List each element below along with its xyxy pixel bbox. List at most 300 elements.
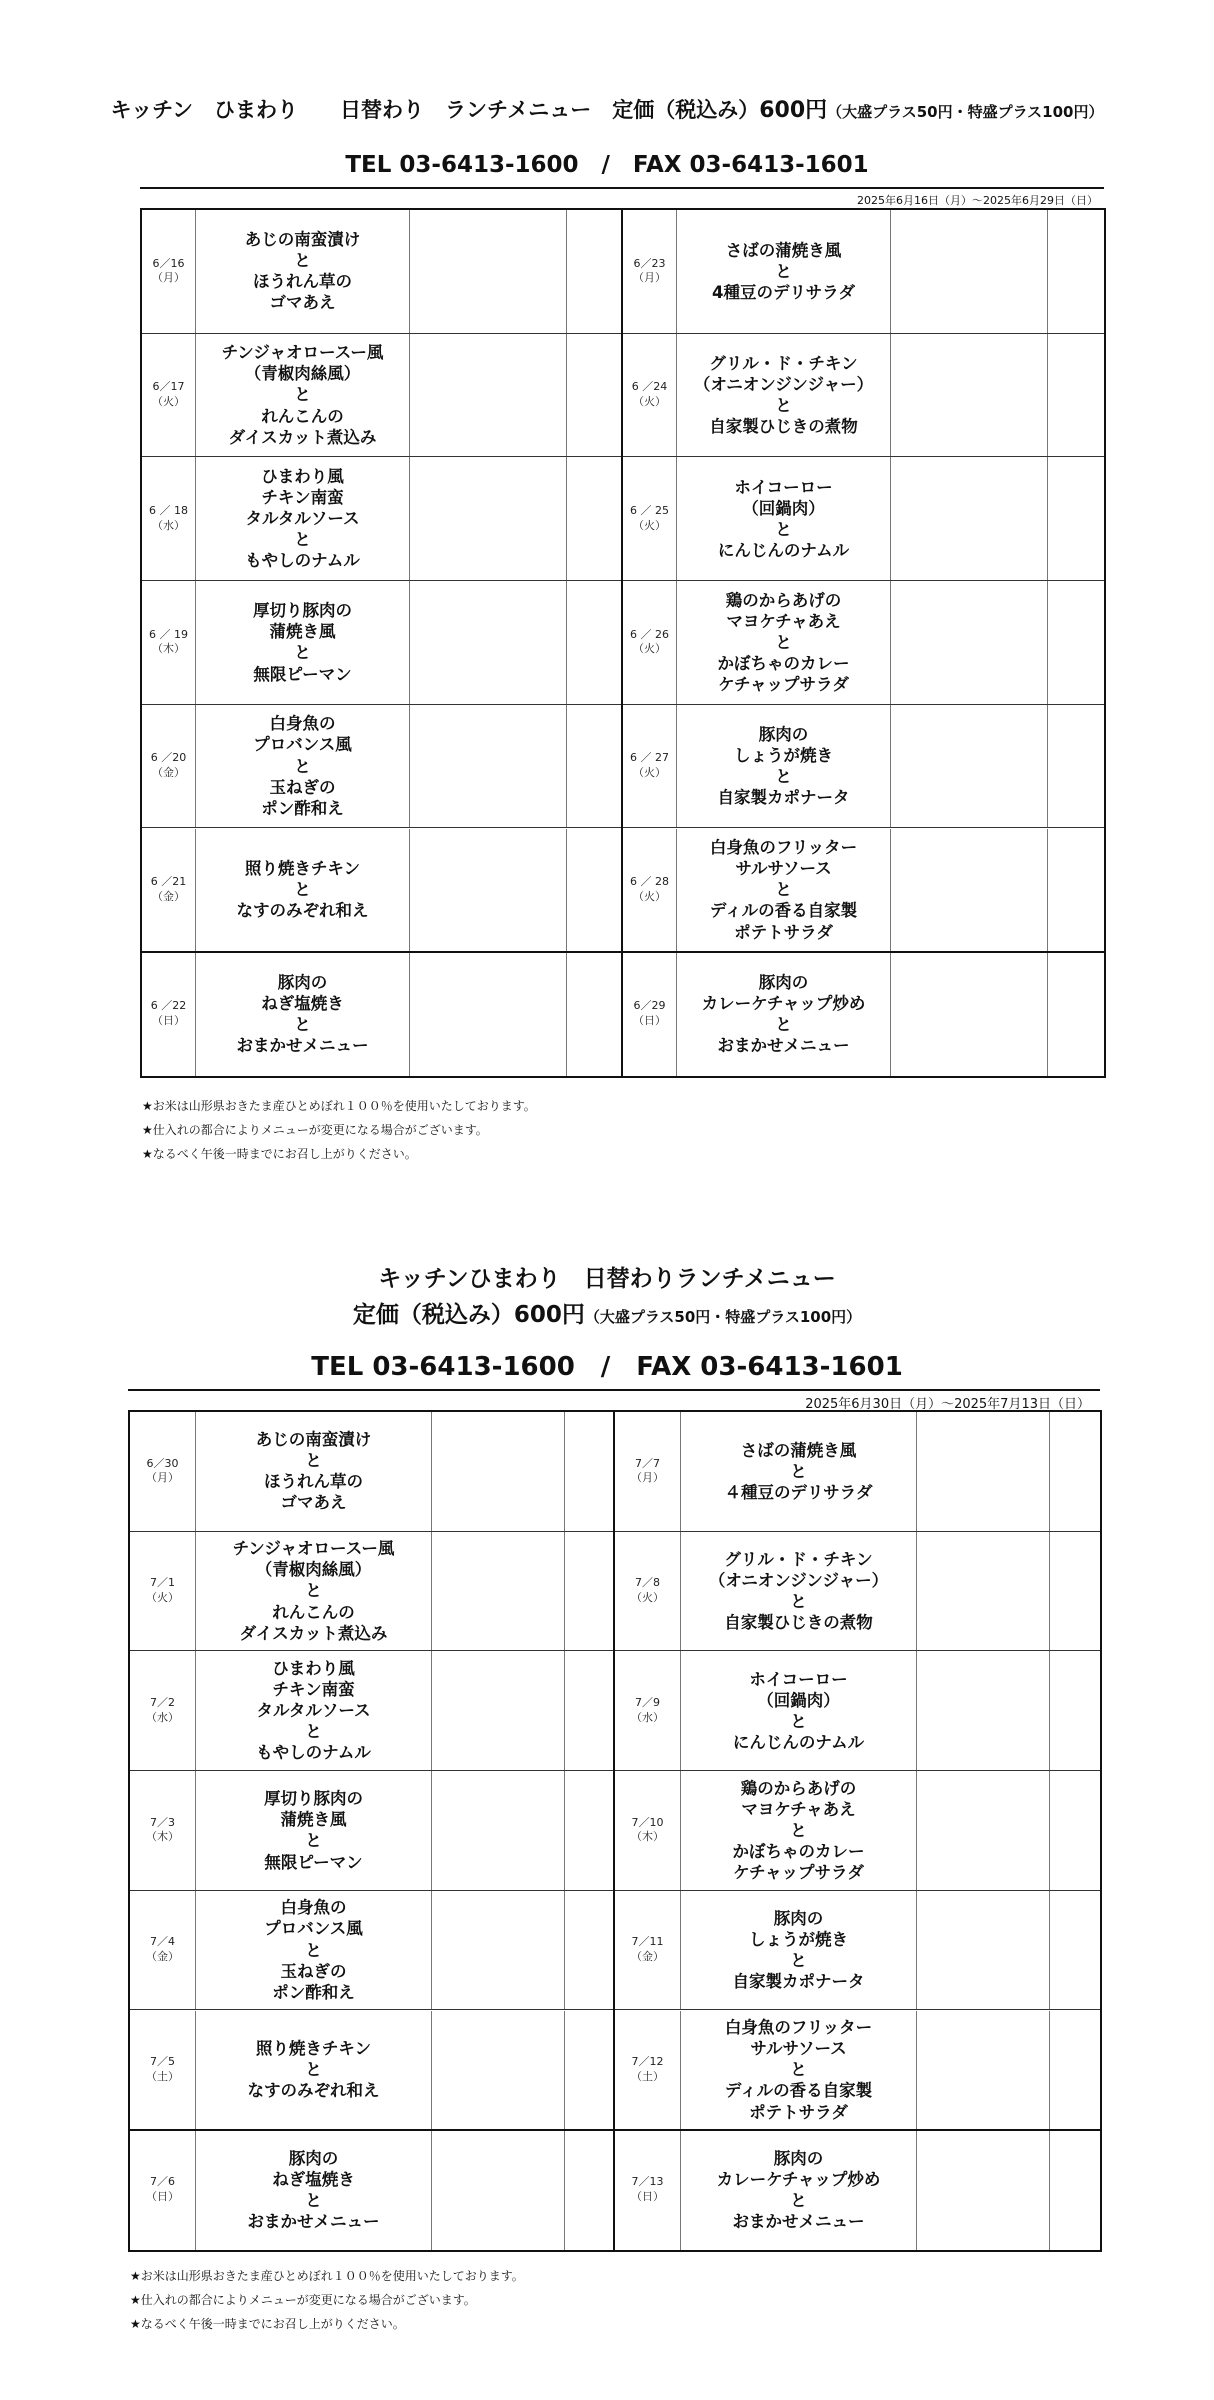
table-row	[130, 1412, 1100, 1532]
menu-line: 鶏のからあげの	[740, 1778, 857, 1798]
blank-cell	[565, 2011, 615, 2130]
weekday-label: （日）	[631, 2190, 664, 2204]
menu-line: ポテトサラダ	[734, 922, 833, 942]
menu-cell	[196, 210, 410, 333]
menu-cell	[196, 1771, 432, 1890]
menu-cell	[681, 2011, 917, 2130]
blank-cell	[565, 2130, 615, 2250]
blank-cell	[1050, 1532, 1100, 1651]
menu-line: 自家製カポナータ	[732, 1972, 865, 1992]
date-label: 6／17	[152, 380, 185, 394]
menu-line: ダイスカット煮込み	[228, 427, 377, 447]
menu-line: カレーケチャップ炒め	[701, 993, 866, 1013]
date-label: 6 ／22	[150, 999, 187, 1013]
menu-line: あじの南蛮漬け	[255, 1430, 372, 1450]
menu-line: 厚切り豚肉の	[253, 601, 352, 621]
menu-line: しょうが焼き	[749, 1930, 848, 1950]
menu-cell	[196, 2011, 432, 2130]
note-item: ★なるべく午後一時までにお召し上がりください。	[130, 2317, 405, 2331]
menu-cell	[677, 829, 891, 952]
menu-line: かぼちゃのカレー	[717, 653, 850, 673]
date-label: 7／4	[150, 1935, 175, 1949]
table-row	[130, 1651, 1100, 1771]
note-item: ★なるべく午後一時までにお召し上がりください。	[142, 1147, 417, 1161]
menu-line: 豚肉の	[758, 972, 809, 992]
date-label: 6 ／ 26	[630, 627, 669, 641]
menu-line: かぼちゃのカレー	[732, 1841, 865, 1861]
menu-line: と	[294, 756, 311, 776]
date-cell	[615, 2011, 681, 2130]
blank-cell	[917, 2011, 1050, 2130]
blank-cell	[410, 581, 567, 704]
date-label: 6 ／24	[631, 380, 668, 394]
menu-line: ほうれん草の	[253, 272, 352, 292]
date-label: 7／6	[150, 2175, 175, 2189]
menu-line: マヨケチャあえ	[741, 1799, 856, 1819]
weekday-label: （火）	[633, 518, 666, 532]
menu-cell	[681, 1532, 917, 1651]
blank-cell	[567, 952, 623, 1076]
menu-line: ひまわり風	[261, 466, 344, 486]
blank-cell	[1050, 1412, 1100, 1531]
section1-notes	[142, 1094, 536, 1166]
blank-cell	[565, 1891, 615, 2010]
weekday-label: （月）	[631, 1471, 664, 1485]
menu-line: ４種豆のデリサラダ	[724, 1482, 873, 1502]
date-label: 7／10	[631, 1815, 664, 1829]
menu-cell	[681, 1651, 917, 1770]
date-cell	[130, 1412, 196, 1531]
blank-cell	[1048, 334, 1104, 457]
menu-line: 自家製ひじきの煮物	[709, 417, 858, 437]
table-row	[130, 1891, 1100, 2011]
menu-line: チンジャオロースー風	[232, 1539, 395, 1559]
menu-cell	[196, 705, 410, 828]
date-cell	[142, 210, 196, 333]
menu-line: （青椒肉絲風）	[255, 1560, 372, 1580]
menu-line: ホイコーロー	[734, 477, 833, 497]
menu-line: ポン酢和え	[272, 1982, 355, 2002]
weekday-label: （金）	[146, 1950, 179, 1964]
blank-cell	[432, 2130, 565, 2250]
table-row	[130, 1771, 1100, 1891]
blank-cell	[432, 1891, 565, 2010]
blank-cell	[1048, 210, 1104, 333]
menu-cell	[677, 581, 891, 704]
menu-line: ほうれん草の	[264, 1472, 363, 1492]
menu-line: と	[790, 1820, 807, 1840]
table-row	[142, 829, 1104, 953]
menu-line: 玉ねぎの	[269, 777, 336, 797]
blank-cell	[1048, 829, 1104, 952]
menu-line: カレーケチャップ炒め	[716, 2169, 881, 2189]
table-lower-divider	[142, 951, 1104, 953]
table-center-divider	[621, 210, 623, 1076]
table-center-divider	[613, 1412, 615, 2250]
weekday-label: （火）	[633, 889, 666, 903]
weekday-label: （木）	[631, 1830, 664, 1844]
section2-period: 2025年6月30日（月）〜2025年7月13日（日）	[805, 1397, 1090, 1412]
section2-header-rule	[128, 1389, 1100, 1391]
date-label: 6／16	[152, 256, 185, 270]
weekday-label: （木）	[152, 642, 185, 656]
menu-line: ねぎ塩焼き	[261, 993, 344, 1013]
menu-line: れんこんの	[261, 406, 344, 426]
menu-line: と	[305, 1581, 322, 1601]
table-row	[142, 334, 1104, 458]
date-label: 7／3	[150, 1815, 175, 1829]
table-row	[130, 2130, 1100, 2250]
menu-cell	[681, 2130, 917, 2250]
menu-line: と	[305, 2060, 322, 2080]
note-item: ★仕入れの都合によりメニューが変更になる場合がございます。	[142, 1123, 488, 1137]
menu-line: 照り焼きチキン	[244, 859, 361, 879]
table-row	[142, 457, 1104, 581]
menu-line: れんこんの	[272, 1602, 355, 1622]
blank-cell	[917, 1651, 1050, 1770]
table-lower-divider	[130, 2129, 1100, 2131]
blank-cell	[432, 1771, 565, 1890]
menu-line: と	[790, 1592, 807, 1612]
note-item: ★お米は山形県おきたま産ひとめぼれ１００％を使用いたしております。	[142, 1099, 536, 1113]
weekday-label: （火）	[631, 1591, 664, 1605]
section2-price-note: （大盛プラス50円・特盛プラス100円）	[584, 1308, 862, 1326]
blank-cell	[567, 334, 623, 457]
menu-line: マヨケチャあえ	[726, 611, 841, 631]
menu-cell	[677, 457, 891, 580]
menu-line: （回鍋肉）	[757, 1690, 840, 1710]
blank-cell	[565, 1651, 615, 1770]
menu-line: 白身魚の	[280, 1898, 347, 1918]
menu-line: プロバンス風	[264, 1919, 363, 1939]
menu-line: 無限ピーマン	[253, 664, 352, 684]
blank-cell	[917, 1412, 1050, 1531]
menu-line: タルタルソース	[256, 1701, 371, 1721]
menu-line: しょうが焼き	[734, 746, 833, 766]
menu-line: タルタルソース	[245, 509, 360, 529]
date-cell	[130, 1771, 196, 1890]
date-cell	[130, 1891, 196, 2010]
blank-cell	[432, 2011, 565, 2130]
weekday-label: （土）	[146, 2069, 179, 2083]
menu-line: ディルの香る自家製	[709, 901, 858, 921]
menu-line: もやしのナムル	[245, 551, 360, 571]
menu-line: と	[294, 385, 311, 405]
section2-title-line2-row	[0, 1296, 1214, 1329]
menu-line: と	[775, 767, 792, 787]
menu-line: 豚肉の	[288, 2148, 339, 2168]
weekday-label: （日）	[146, 2190, 179, 2204]
menu-line: あじの南蛮漬け	[244, 230, 361, 250]
table-row	[142, 210, 1104, 334]
date-label: 7／7	[635, 1456, 660, 1470]
date-label: 6 ／20	[150, 751, 187, 765]
weekday-label: （水）	[152, 518, 185, 532]
menu-cell	[196, 1412, 432, 1531]
blank-cell	[891, 334, 1048, 457]
date-label: 6 ／ 18	[149, 503, 188, 517]
menu-line: と	[294, 880, 311, 900]
table-row	[142, 705, 1104, 829]
section2-title-line2: 定価（税込み）600円	[352, 1302, 585, 1328]
menu-line: 蒲焼き風	[280, 1810, 347, 1830]
table-row	[142, 952, 1104, 1076]
menu-line: ケチャップサラダ	[733, 1863, 864, 1883]
weekday-label: （月）	[633, 271, 666, 285]
section1-price-note: （大盛プラス50円・特盛プラス100円）	[827, 103, 1104, 121]
menu-line: グリル・ド・チキン	[724, 1549, 873, 1569]
menu-line: さばの蒲焼き風	[725, 240, 842, 260]
menu-cell	[196, 334, 410, 457]
menu-cell	[677, 210, 891, 333]
menu-line: おまかせメニュー	[247, 2212, 380, 2232]
blank-cell	[432, 1651, 565, 1770]
menu-line: と	[775, 880, 792, 900]
date-label: 7／1	[150, 1576, 175, 1590]
section2-tel-fax: TEL 03-6413-1600 / FAX 03-6413-1601	[311, 1352, 903, 1382]
blank-cell	[891, 457, 1048, 580]
menu-line: にんじんのナムル	[732, 1732, 865, 1752]
blank-cell	[1048, 705, 1104, 828]
weekday-label: （火）	[633, 766, 666, 780]
weekday-label: （水）	[146, 1710, 179, 1724]
menu-line: と	[775, 396, 792, 416]
blank-cell	[1050, 2011, 1100, 2130]
menu-cell	[196, 829, 410, 952]
menu-line: 玉ねぎの	[280, 1961, 347, 1981]
menu-line: と	[790, 2191, 807, 2211]
menu-cell	[196, 581, 410, 704]
date-label: 6 ／21	[150, 875, 187, 888]
weekday-label: （木）	[146, 1830, 179, 1844]
weekday-label: （火）	[146, 1591, 179, 1605]
blank-cell	[917, 1771, 1050, 1890]
weekday-label: （土）	[631, 2069, 664, 2083]
menu-line: と	[294, 251, 311, 271]
menu-line: と	[775, 1015, 792, 1035]
section1-menu-table	[140, 208, 1106, 1078]
blank-cell	[917, 1891, 1050, 2010]
section1-price: 600円	[759, 98, 828, 123]
date-cell	[623, 952, 677, 1076]
menu-line: ディルの香る自家製	[724, 2081, 873, 2101]
date-label: 6 ／ 28	[630, 875, 669, 888]
blank-cell	[1048, 581, 1104, 704]
blank-cell	[410, 829, 567, 952]
menu-line: 鶏のからあげの	[725, 590, 842, 610]
section2-notes	[130, 2264, 524, 2336]
menu-line: と	[790, 1951, 807, 1971]
blank-cell	[432, 1412, 565, 1531]
weekday-label: （金）	[152, 766, 185, 780]
menu-cell	[196, 952, 410, 1076]
menu-line: チキン南蛮	[261, 488, 344, 508]
note-item: ★仕入れの都合によりメニューが変更になる場合がございます。	[130, 2293, 476, 2307]
menu-line: サルサソース	[735, 859, 832, 879]
date-cell	[623, 334, 677, 457]
date-label: 6 ／ 25	[630, 503, 669, 517]
section1-title: キッチン ひまわり 日替わり ランチメニュー 定価（税込み）	[110, 98, 760, 122]
date-cell	[615, 1651, 681, 1770]
blank-cell	[567, 457, 623, 580]
menu-line: グリル・ド・チキン	[709, 353, 858, 373]
menu-line: 豚肉の	[277, 972, 328, 992]
menu-section-2	[0, 1200, 1214, 2400]
menu-line: と	[305, 1451, 322, 1471]
menu-line: 自家製カポナータ	[717, 788, 850, 808]
date-cell	[130, 2130, 196, 2250]
date-label: 7／12	[631, 2055, 664, 2068]
date-cell	[615, 1771, 681, 1890]
blank-cell	[410, 952, 567, 1076]
date-cell	[142, 457, 196, 580]
menu-line: ポン酢和え	[261, 798, 344, 818]
blank-cell	[917, 1532, 1050, 1651]
date-label: 6 ／ 27	[630, 751, 669, 765]
menu-cell	[677, 952, 891, 1076]
date-cell	[623, 457, 677, 580]
menu-line: と	[775, 261, 792, 281]
menu-cell	[196, 457, 410, 580]
date-cell	[130, 1651, 196, 1770]
date-label: 6／30	[146, 1456, 179, 1470]
weekday-label: （火）	[152, 395, 185, 409]
date-cell	[615, 1891, 681, 2010]
weekday-label: （火）	[633, 642, 666, 656]
date-cell	[615, 1412, 681, 1531]
menu-line: おまかせメニュー	[717, 1036, 850, 1056]
menu-cell	[677, 705, 891, 828]
menu-line: チンジャオロースー風	[221, 343, 384, 363]
menu-line: チキン南蛮	[272, 1680, 355, 1700]
date-cell	[130, 2011, 196, 2130]
weekday-label: （金）	[631, 1950, 664, 1964]
blank-cell	[891, 829, 1048, 952]
weekday-label: （日）	[152, 1014, 185, 1028]
date-cell	[623, 210, 677, 333]
menu-line: ポテトサラダ	[749, 2102, 848, 2122]
menu-line: と	[294, 1015, 311, 1035]
menu-line: もやしのナムル	[256, 1743, 371, 1763]
date-label: 7／8	[635, 1576, 660, 1590]
menu-line: と	[305, 1831, 322, 1851]
section1-tel-fax: TEL 03-6413-1600 / FAX 03-6413-1601	[345, 152, 869, 178]
menu-line: と	[305, 1940, 322, 1960]
weekday-label: （月）	[146, 1471, 179, 1485]
date-cell	[623, 829, 677, 952]
menu-line: おまかせメニュー	[732, 2212, 865, 2232]
blank-cell	[410, 457, 567, 580]
menu-line: と	[790, 2060, 807, 2080]
menu-line: 豚肉の	[773, 2148, 824, 2168]
blank-cell	[432, 1532, 565, 1651]
menu-line: 白身魚の	[269, 714, 336, 734]
table-row	[142, 581, 1104, 705]
menu-line: （オニオンジンジャー）	[708, 1570, 889, 1590]
weekday-label: （火）	[633, 395, 666, 409]
date-label: 6／29	[633, 999, 666, 1013]
date-label: 6 ／ 19	[149, 627, 188, 641]
menu-cell	[196, 1532, 432, 1651]
menu-line: サルサソース	[750, 2039, 847, 2059]
date-label: 7／9	[635, 1695, 660, 1709]
date-cell	[623, 705, 677, 828]
weekday-label: （水）	[631, 1710, 664, 1724]
blank-cell	[1050, 1771, 1100, 1890]
section1-header-rule	[140, 187, 1104, 189]
menu-cell	[196, 1651, 432, 1770]
menu-line: と	[305, 1722, 322, 1742]
weekday-label: （日）	[633, 1014, 666, 1028]
menu-line: 豚肉の	[758, 724, 809, 744]
menu-line: なすのみぞれ和え	[247, 2081, 380, 2101]
section1-period: 2025年6月16日（月）〜2025年6月29日（日）	[857, 194, 1098, 207]
menu-line: 無限ピーマン	[264, 1852, 363, 1872]
section2-title-line1: キッチンひまわり 日替わりランチメニュー	[378, 1266, 836, 1292]
date-cell	[142, 334, 196, 457]
menu-line: と	[775, 632, 792, 652]
weekday-label: （金）	[152, 889, 185, 903]
menu-line: ねぎ塩焼き	[272, 2169, 355, 2189]
menu-line: 4種豆のデリサラダ	[712, 282, 855, 302]
menu-line: 照り焼きチキン	[255, 2039, 372, 2059]
menu-line: 蒲焼き風	[269, 622, 336, 642]
blank-cell	[1048, 457, 1104, 580]
menu-line: と	[790, 1461, 807, 1481]
weekday-label: （月）	[152, 271, 185, 285]
menu-line: ひまわり風	[272, 1658, 355, 1678]
menu-line: おまかせメニュー	[236, 1036, 369, 1056]
menu-cell	[681, 1891, 917, 2010]
date-cell	[142, 829, 196, 952]
date-cell	[142, 581, 196, 704]
table-row	[130, 1532, 1100, 1652]
date-label: 7／5	[150, 2055, 175, 2068]
menu-cell	[196, 1891, 432, 2010]
date-label: 6／23	[633, 256, 666, 270]
menu-line: ゴマあえ	[280, 1493, 347, 1513]
menu-line: と	[305, 2191, 322, 2211]
blank-cell	[891, 210, 1048, 333]
menu-line: 厚切り豚肉の	[264, 1789, 363, 1809]
menu-line: ゴマあえ	[269, 293, 336, 313]
menu-line: 白身魚のフリッター	[709, 838, 858, 858]
menu-line: （青椒肉絲風）	[244, 364, 361, 384]
blank-cell	[565, 1532, 615, 1651]
menu-cell	[196, 2130, 432, 2250]
date-cell	[130, 1532, 196, 1651]
blank-cell	[410, 210, 567, 333]
menu-line: （オニオンジンジャー）	[693, 374, 874, 394]
date-label: 7／13	[631, 2175, 664, 2189]
menu-line: ケチャップサラダ	[718, 675, 849, 695]
blank-cell	[565, 1412, 615, 1531]
menu-cell	[681, 1412, 917, 1531]
blank-cell	[567, 210, 623, 333]
table-row	[130, 2011, 1100, 2131]
blank-cell	[1050, 1891, 1100, 2010]
blank-cell	[891, 952, 1048, 1076]
menu-line: （回鍋肉）	[742, 498, 825, 518]
menu-line: 豚肉の	[773, 1908, 824, 1928]
menu-line: ホイコーロー	[749, 1669, 848, 1689]
date-cell	[623, 581, 677, 704]
blank-cell	[1050, 1651, 1100, 1770]
date-cell	[615, 2130, 681, 2250]
menu-line: にんじんのナムル	[717, 540, 850, 560]
blank-cell	[917, 2130, 1050, 2250]
blank-cell	[567, 829, 623, 952]
